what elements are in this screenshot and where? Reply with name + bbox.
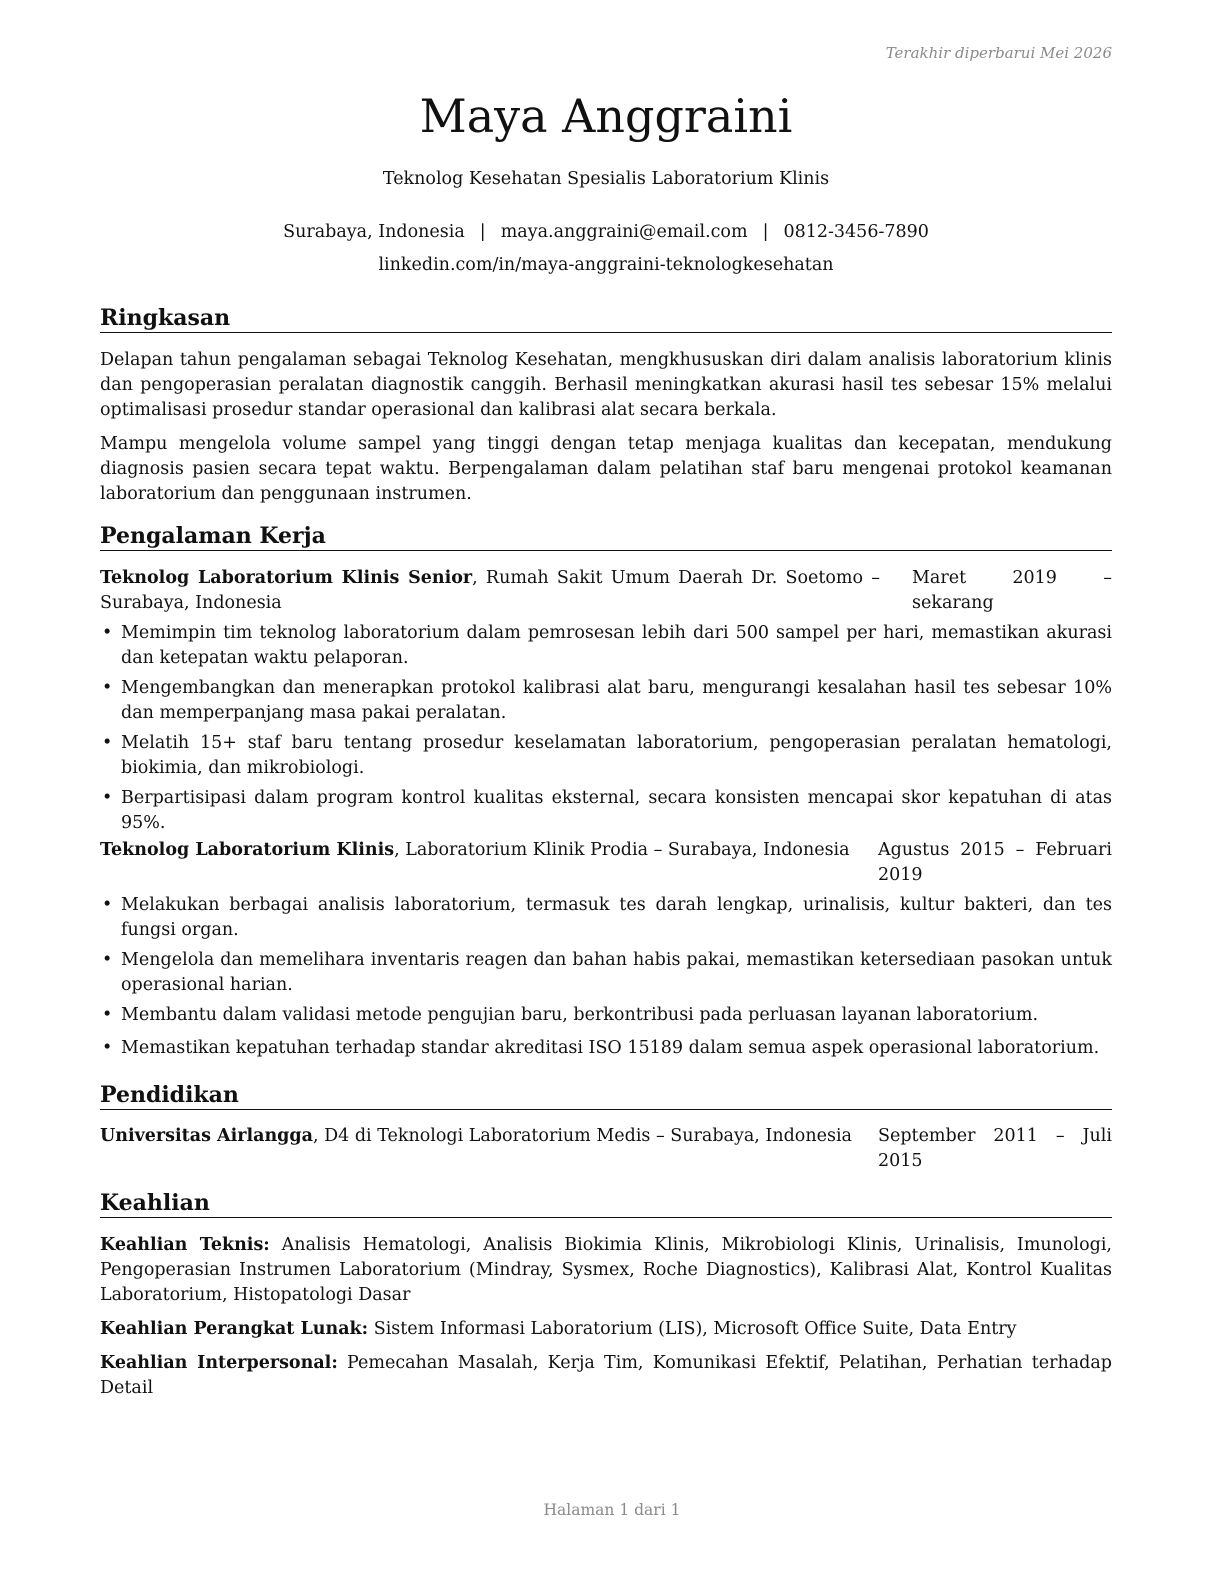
skill-value: Analisis Hematologi, Analisis Biokimia Klinis, Mikrobiologi Klinis, Urinalisis, Imunologi, Pengoperasian Instrumen Laboratorium (Mindray, Sysmex, Roche Diagnostics), Kalibrasi Alat, Kontrol Kualitas Laboratorium, Histopatologi Dasar <box>100 1235 1112 1305</box>
skill-label: Keahlian Teknis: <box>100 1235 270 1255</box>
bullet-dot: • <box>102 623 113 643</box>
bullet-dot: • <box>102 733 113 753</box>
job-employer: , Rumah Sakit Umum Daerah Dr. Soetomo – Surabaya, Indonesia <box>100 568 881 613</box>
summary-paragraph: Delapan tahun pengalaman sebagai Teknolog Kesehatan, mengkhususkan diri dalam analisis laboratorium klinis dan pengoperasian peralatan diagnostik canggih. Berhasil meningkatkan akurasi hasil tes sebesar 15% melalui optimalisasi prosedur standar operasional dan kalibrasi alat secara berkala. <box>100 350 1112 420</box>
last-updated-note: Terakhir diperbarui Mei 2026 <box>885 44 1112 62</box>
bullet-text: Berpartisipasi dalam program kontrol kualitas eksternal, secara konsisten mencapai skor kepatuhan di atas 95%. <box>121 788 1112 833</box>
education-heading: Pendidikan <box>100 1081 1112 1110</box>
linkedin-link[interactable]: linkedin.com/in/maya-anggraini-teknologkesehatan <box>378 255 834 275</box>
skill-entry <box>100 1317 1112 1342</box>
summary-heading: Ringkasan <box>100 304 1112 333</box>
job-role: Teknolog Laboratorium Klinis <box>100 840 395 860</box>
bullet-dot: • <box>102 1005 113 1025</box>
separator: | <box>762 222 769 242</box>
bullet-text: Memastikan kepatuhan terhadap standar akreditasi ISO 15189 dalam semua aspek operasional laboratorium. <box>121 1038 1100 1058</box>
bullet-dot: • <box>102 950 113 970</box>
education-dates: September 2011 – Juli 2015 <box>878 1126 1112 1171</box>
skill-label: Keahlian Perangkat Lunak: <box>100 1319 369 1339</box>
separator: | <box>479 222 486 242</box>
skill-label: Keahlian Interpersonal: <box>100 1353 338 1373</box>
email-link[interactable]: maya.anggraini@email.com <box>500 222 748 242</box>
bullet-dot: • <box>102 1038 113 1058</box>
summary-paragraph: Mampu mengelola volume sampel yang tinggi dengan tetap menjaga kualitas dan kecepatan, mendukung diagnosis pasien secara tepat waktu. Berpengalaman dalam pelatihan staf baru mengenai protokol keamanan laboratorium dan penggunaan instrumen. <box>100 434 1112 504</box>
job-employer: , Laboratorium Klinik Prodia – Surabaya, Indonesia <box>394 840 850 860</box>
bullet-dot: • <box>102 788 113 808</box>
job-entry-header <box>100 838 1112 888</box>
candidate-name: Maya Anggraini <box>419 89 793 143</box>
degree-text: , D4 di Teknologi Laboratorium Medis – Surabaya, Indonesia <box>313 1126 852 1146</box>
bullet-text: Melakukan berbagai analisis laboratorium, termasuk tes darah lengkap, urinalisis, kultur bakteri, dan tes fungsi organ. <box>121 895 1112 940</box>
education-entry <box>100 1124 1112 1174</box>
skill-value: Pemecahan Masalah, Kerja Tim, Komunikasi Efektif, Pelatihan, Perhatian terhadap Detail <box>100 1353 1112 1398</box>
skill-value: Sistem Informasi Laboratorium (LIS), Microsoft Office Suite, Data Entry <box>368 1319 1017 1339</box>
location-text: Surabaya, Indonesia <box>283 222 465 242</box>
school-name: Universitas Airlangga <box>100 1126 313 1146</box>
job-entry-header <box>100 566 1112 616</box>
bullet-text: Membantu dalam validasi metode pengujian baru, berkontribusi pada perluasan layanan laboratorium. <box>121 1005 1039 1025</box>
candidate-title: Teknolog Kesehatan Spesialis Laboratorium Klinis <box>382 169 830 189</box>
bullet-text: Mengembangkan dan menerapkan protokol kalibrasi alat baru, mengurangi kesalahan hasil tes sebesar 10% dan memperpanjang masa pakai peralatan. <box>121 678 1112 723</box>
job-role: Teknolog Laboratorium Klinis Senior <box>100 568 473 588</box>
bullet-dot: • <box>102 895 113 915</box>
phone-text: 0812-3456-7890 <box>783 222 929 242</box>
skill-entry <box>100 1233 1112 1308</box>
job-dates: Agustus 2015 – Februari 2019 <box>878 840 1112 885</box>
bullet-dot: • <box>102 678 113 698</box>
bullet-text: Melatih 15+ staf baru tentang prosedur keselamatan laboratorium, pengoperasian peralatan hematologi, biokimia, dan mikrobiologi. <box>121 733 1112 778</box>
contact-line <box>100 219 1112 245</box>
page-number-footer: Halaman 1 dari 1 <box>543 1501 681 1519</box>
bullet-text: Mengelola dan memelihara inventaris reagen dan bahan habis pakai, memastikan ketersediaan pasokan untuk operasional harian. <box>121 950 1112 995</box>
bullet-text: Memimpin tim teknolog laboratorium dalam pemrosesan lebih dari 500 sampel per hari, memastikan akurasi dan ketepatan waktu pelaporan. <box>121 623 1112 668</box>
job-dates: Maret 2019 – sekarang <box>912 568 1112 613</box>
experience-heading: Pengalaman Kerja <box>100 522 1112 551</box>
skills-heading: Keahlian <box>100 1189 1112 1218</box>
skill-entry <box>100 1351 1112 1401</box>
